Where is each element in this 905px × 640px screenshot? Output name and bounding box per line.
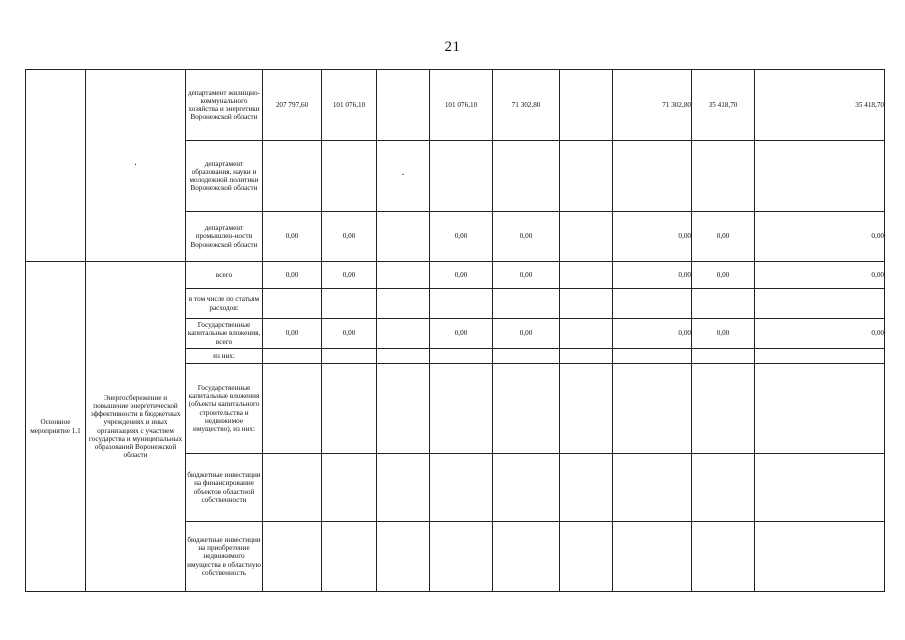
value-cell bbox=[560, 212, 613, 262]
value-cell: 0,00 bbox=[692, 212, 755, 262]
value-cell: 101 076,10 bbox=[430, 70, 493, 141]
value-cell: 35 418,70 bbox=[755, 70, 885, 141]
value-cell: 0,00 bbox=[692, 319, 755, 349]
value-cell: 0,00 bbox=[430, 212, 493, 262]
value-cell bbox=[560, 364, 613, 454]
value-cell bbox=[263, 454, 322, 522]
value-cell bbox=[613, 454, 692, 522]
value-cell bbox=[430, 522, 493, 592]
value-cell bbox=[377, 70, 430, 141]
value-cell: 0,00 bbox=[263, 319, 322, 349]
mark: · bbox=[133, 159, 138, 171]
value-cell: 0,00 bbox=[263, 262, 322, 289]
value-cell bbox=[613, 289, 692, 319]
value-cell bbox=[377, 522, 430, 592]
value-cell bbox=[493, 522, 560, 592]
value-cell: 207 797,60 bbox=[263, 70, 322, 141]
value-cell: 0,00 bbox=[755, 262, 885, 289]
value-cell bbox=[377, 319, 430, 349]
value-cell bbox=[755, 454, 885, 522]
value-cell bbox=[613, 364, 692, 454]
value-cell bbox=[560, 70, 613, 141]
value-cell bbox=[493, 364, 560, 454]
value-cell: 0,00 bbox=[322, 262, 377, 289]
value-cell: 0,00 bbox=[263, 212, 322, 262]
value-cell: 0,00 bbox=[493, 212, 560, 262]
value-cell bbox=[755, 364, 885, 454]
value-cell bbox=[560, 522, 613, 592]
value-cell bbox=[430, 289, 493, 319]
value-cell bbox=[692, 364, 755, 454]
value-cell bbox=[493, 141, 560, 212]
value-cell: 0,00 bbox=[613, 262, 692, 289]
value-cell bbox=[430, 141, 493, 212]
value-cell bbox=[377, 141, 430, 212]
table-row bbox=[26, 262, 885, 289]
row-label: всего bbox=[186, 262, 263, 289]
row-label: бюджетные инвестиции на приобретение недвижимого имущества в областную собственность bbox=[186, 522, 263, 592]
value-cell: 71 302,80 bbox=[613, 70, 692, 141]
value-cell: 0,00 bbox=[613, 212, 692, 262]
row-label: Государственные капитальные вложения (объекты капитального строительства и недвижимое имущество), из них: bbox=[186, 364, 263, 454]
value-cell bbox=[377, 349, 430, 364]
value-cell bbox=[322, 349, 377, 364]
value-cell bbox=[560, 262, 613, 289]
value-cell bbox=[493, 289, 560, 319]
value-cell bbox=[560, 289, 613, 319]
description-cell-top bbox=[86, 70, 186, 262]
value-cell bbox=[430, 349, 493, 364]
value-cell: 0,00 bbox=[322, 319, 377, 349]
value-cell: 0,00 bbox=[322, 212, 377, 262]
table-row bbox=[26, 70, 885, 141]
value-cell bbox=[692, 349, 755, 364]
value-cell bbox=[692, 522, 755, 592]
value-cell bbox=[263, 141, 322, 212]
value-cell bbox=[755, 141, 885, 212]
value-cell bbox=[560, 349, 613, 364]
row-label: в том числе по статьям расходов: bbox=[186, 289, 263, 319]
value-cell bbox=[755, 289, 885, 319]
value-cell bbox=[322, 141, 377, 212]
activity-cell: Основное мероприятие 1.1 bbox=[26, 262, 86, 592]
value-cell: 0,00 bbox=[493, 262, 560, 289]
activity-cell-top bbox=[26, 70, 86, 262]
value-cell bbox=[322, 522, 377, 592]
value-cell bbox=[692, 454, 755, 522]
value-cell bbox=[692, 141, 755, 212]
budget-table bbox=[25, 69, 885, 592]
value-cell: 101 076,10 bbox=[322, 70, 377, 141]
row-label: департамент образования, науки и молодежной политики Воронежской области bbox=[186, 141, 263, 212]
value-cell bbox=[755, 522, 885, 592]
value-cell bbox=[493, 454, 560, 522]
value-cell bbox=[560, 141, 613, 212]
value-cell bbox=[493, 349, 560, 364]
mark: · bbox=[401, 170, 405, 181]
value-cell bbox=[560, 454, 613, 522]
value-cell bbox=[322, 364, 377, 454]
value-cell bbox=[322, 289, 377, 319]
value-cell bbox=[613, 141, 692, 212]
value-cell: 0,00 bbox=[692, 262, 755, 289]
value-cell: 0,00 bbox=[430, 262, 493, 289]
value-cell: 0,00 bbox=[613, 319, 692, 349]
description-cell: Энергосбережение и повышение энергетической эффективности в бюджетных учреждениях и иных организациях с участием государства и муниципальных образований Воронежской области bbox=[86, 262, 186, 592]
value-cell bbox=[263, 522, 322, 592]
value-cell: 0,00 bbox=[493, 319, 560, 349]
value-cell bbox=[377, 289, 430, 319]
value-cell bbox=[322, 454, 377, 522]
page-number: 21 bbox=[444, 39, 461, 55]
row-label: департамент промышлен-ности Воронежской области bbox=[186, 212, 263, 262]
value-cell bbox=[755, 349, 885, 364]
value-cell: 71 302,80 bbox=[493, 70, 560, 141]
value-cell: 0,00 bbox=[430, 319, 493, 349]
value-cell bbox=[692, 289, 755, 319]
value-cell: 0,00 bbox=[755, 212, 885, 262]
value-cell bbox=[263, 349, 322, 364]
value-cell bbox=[430, 454, 493, 522]
value-cell bbox=[377, 364, 430, 454]
row-label: из них: bbox=[186, 349, 263, 364]
value-cell bbox=[263, 289, 322, 319]
row-label: Государственные капитальные вложения, всего bbox=[186, 319, 263, 349]
value-cell bbox=[377, 262, 430, 289]
value-cell bbox=[263, 364, 322, 454]
row-label: бюджетные инвестиции на финансирование объектов областной собственности bbox=[186, 454, 263, 522]
value-cell bbox=[430, 364, 493, 454]
value-cell bbox=[377, 212, 430, 262]
value-cell bbox=[377, 454, 430, 522]
value-cell: 35 418,70 bbox=[692, 70, 755, 141]
value-cell bbox=[613, 522, 692, 592]
value-cell: 0,00 bbox=[755, 319, 885, 349]
value-cell bbox=[613, 349, 692, 364]
row-label: департамент жилищно-коммунального хозяйства и энергетики Воронежской области bbox=[186, 70, 263, 141]
value-cell bbox=[560, 319, 613, 349]
